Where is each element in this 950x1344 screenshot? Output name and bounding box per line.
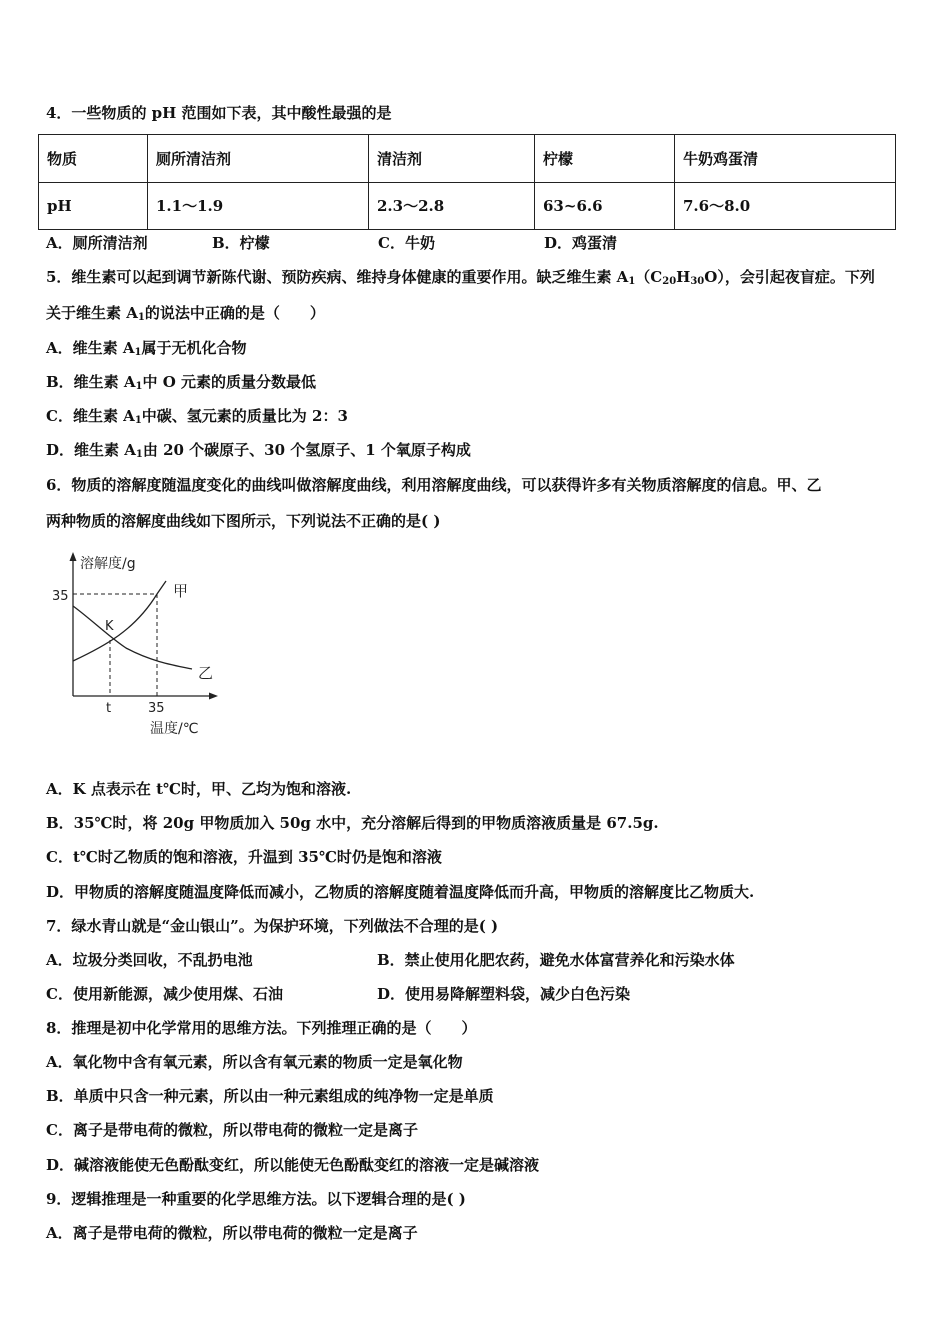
q6-stem-line2: 两种物质的溶解度曲线如下图所示，下列说法不正确的是( ) (46, 512, 441, 530)
table-cell: 清洁剂 (369, 135, 535, 183)
x-tick-label-t: t (106, 701, 112, 716)
q5-stem-line2 (46, 303, 325, 323)
q5-option-d (46, 440, 471, 460)
point-label-k: K (105, 619, 114, 634)
q5-stem-text: 的说法中正确的是（ ） (144, 304, 325, 322)
subscript: 20 (662, 276, 677, 287)
series-label-jia: 甲 (173, 582, 189, 600)
option-text: 中 O 元素的质量分数最低 (142, 373, 317, 391)
q8-option-c: C．离子是带电荷的微粒，所以带电荷的微粒一定是离子 (46, 1121, 418, 1139)
subscript: 1 (137, 312, 145, 323)
q7-options-row2 (46, 984, 630, 1004)
q9-stem: 9．逻辑推理是一种重要的化学思维方法。以下逻辑合理的是( ) (46, 1190, 466, 1208)
y-axis-label: 溶解度/g (80, 556, 136, 572)
y-tick-label: 35 (52, 589, 69, 604)
q7-option-a: A．垃圾分类回收，不乱扔电池 (46, 951, 253, 969)
curve-yi (73, 606, 192, 669)
table-row (39, 182, 896, 230)
q4-option-d: D．鸡蛋清 (544, 234, 618, 252)
q6-option-d: D．甲物质的溶解度随温度降低而减小，乙物质的溶解度随着温度降低而升高，甲物质的溶解度比乙物质大. (46, 883, 755, 901)
table-cell: pH (39, 182, 148, 230)
q8-option-d: D．碱溶液能使无色酚酞变红，所以能使无色酚酞变红的溶液一定是碱溶液 (46, 1156, 540, 1174)
x-axis-label: 温度/℃ (150, 721, 199, 737)
table-cell: 2.3～2.8 (369, 182, 535, 230)
q7-option-b: B．禁止使用化肥农药，避免水体富营养化和污染水体 (377, 951, 735, 969)
q7-options-row1 (46, 950, 735, 970)
q6-option-a: A．K 点表示在 t℃时，甲、乙均为饱和溶液. (46, 780, 352, 798)
q7-option-c: C．使用新能源，减少使用煤、石油 (46, 985, 283, 1003)
x-axis-arrow (209, 693, 218, 700)
table-cell: 1.1～1.9 (148, 182, 369, 230)
subscript: 30 (690, 276, 705, 287)
table-cell: 柠檬 (535, 135, 675, 183)
q5-option-a (46, 338, 246, 358)
table-cell: 厕所清洁剂 (148, 135, 369, 183)
solubility-curve-chart (40, 548, 230, 743)
q7-stem: 7．绿水青山就是“金山银山”。为保护环境，下列做法不合理的是( ) (46, 917, 499, 935)
series-label-yi: 乙 (198, 664, 214, 682)
q8-option-b: B．单质中只含一种元素，所以由一种元素组成的纯净物一定是单质 (46, 1087, 494, 1105)
option-text: D．维生素 A (46, 441, 136, 459)
q4-stem: 4．一些物质的 pH 范围如下表，其中酸性最强的是 (46, 104, 392, 122)
q6-stem-line1: 6．物质的溶解度随温度变化的曲线叫做溶解度曲线，利用溶解度曲线，可以获得许多有关物质溶解度的信息。甲、乙 (46, 476, 822, 494)
q5-stem-text: O），会引起夜盲症。下列 (704, 268, 875, 286)
q5-stem-text: 5．维生素可以起到调节新陈代谢、预防疾病、维持身体健康的重要作用。缺乏维生素 A (46, 268, 629, 286)
q5-stem-text: H (676, 268, 691, 286)
ph-table (38, 134, 896, 230)
q4-option-b: B．柠檬 (212, 234, 270, 252)
table-cell: 牛奶鸡蛋清 (675, 135, 896, 183)
subscript: 1 (135, 381, 143, 392)
x-tick-label-35: 35 (148, 701, 165, 716)
option-text: B．维生素 A (46, 373, 136, 391)
q6-option-b: B．35℃时，将 20g 甲物质加入 50g 水中，充分溶解后得到的甲物质溶液质量是 67.5g. (46, 814, 659, 832)
q4-option-c: C．牛奶 (378, 234, 435, 252)
q9-option-a: A．离子是带电荷的微粒，所以带电荷的微粒一定是离子 (46, 1224, 418, 1242)
q8-option-a: A．氧化物中含有氧元素，所以含有氧元素的物质一定是氧化物 (46, 1053, 463, 1071)
option-text: 属于无机化合物 (141, 339, 247, 357)
table-cell: 物质 (39, 135, 148, 183)
option-text: 由 20 个碳原子、30 个氢原子、1 个氧原子构成 (142, 441, 471, 459)
q5-stem-line1 (46, 267, 875, 287)
q5-option-b (46, 372, 316, 392)
subscript: 1 (628, 276, 636, 287)
q5-stem-text: 关于维生素 A (46, 304, 138, 322)
option-text: A．维生素 A (46, 339, 135, 357)
table-row (39, 135, 896, 183)
option-text: C．维生素 A (46, 407, 135, 425)
q4-option-a: A．厕所清洁剂 (46, 234, 148, 252)
subscript: 1 (134, 415, 142, 426)
y-axis-arrow (70, 552, 77, 561)
subscript: 1 (134, 347, 142, 358)
table-cell: 63~6.6 (535, 182, 675, 230)
q7-option-d: D．使用易降解塑料袋，减少白色污染 (377, 985, 631, 1003)
table-cell: 7.6～8.0 (675, 182, 896, 230)
subscript: 1 (135, 449, 143, 460)
option-text: 中碳、氢元素的质量比为 2：3 (141, 407, 348, 425)
curve-jia (73, 581, 166, 661)
q5-option-c (46, 406, 348, 426)
q4-options (46, 233, 617, 253)
q5-stem-text: （C (635, 268, 663, 286)
q6-option-c: C．t℃时乙物质的饱和溶液，升温到 35℃时仍是饱和溶液 (46, 848, 442, 866)
q8-stem: 8．推理是初中化学常用的思维方法。下列推理正确的是（ ） (46, 1019, 477, 1037)
